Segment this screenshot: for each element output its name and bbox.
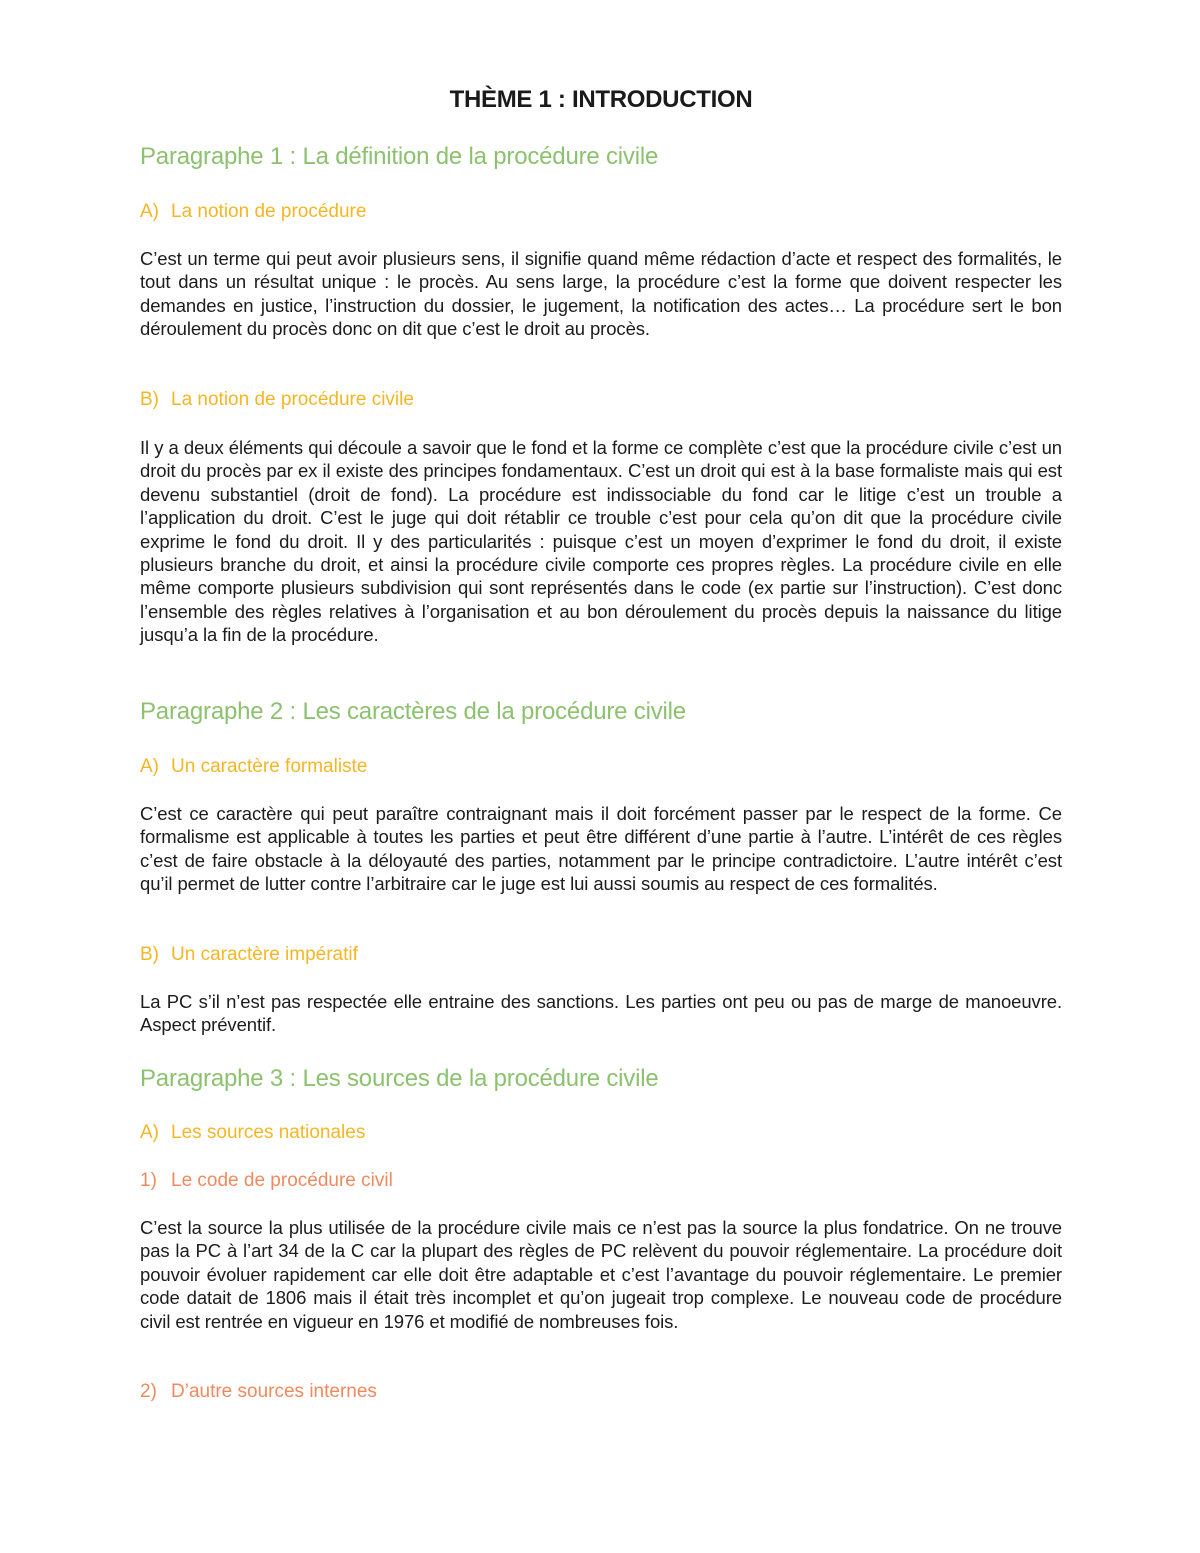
section-heading-2: Paragraphe 2 : Les caractères de la procédure civile bbox=[140, 698, 686, 725]
subsection-heading-1b bbox=[140, 389, 414, 411]
item-title: D’autre sources internes bbox=[171, 1381, 377, 1402]
item-label: 1) bbox=[140, 1170, 157, 1191]
subsection-title: La notion de procédure civile bbox=[171, 389, 414, 410]
item-title: Le code de procédure civil bbox=[171, 1170, 393, 1191]
subsection-heading-2a bbox=[140, 756, 367, 778]
subsection-title: Un caractère impératif bbox=[171, 944, 358, 965]
item-label: 2) bbox=[140, 1381, 157, 1402]
subsection-title: Les sources nationales bbox=[171, 1122, 366, 1143]
subsection-title: La notion de procédure bbox=[171, 201, 367, 222]
body-paragraph-2b: La PC s’il n’est pas respectée elle entraine des sanctions. Les parties ont peu ou pas de marge de manoeuvre. Aspect préventif. bbox=[140, 991, 1062, 1036]
subsection-heading-3a bbox=[140, 1122, 365, 1144]
subsection-label: B) bbox=[140, 944, 159, 965]
subsection-label: B) bbox=[140, 389, 159, 410]
subsection-label: A) bbox=[140, 756, 159, 777]
document-title: THÈME 1 : INTRODUCTION bbox=[449, 86, 753, 113]
item-heading-2 bbox=[140, 1381, 377, 1403]
subsection-label: A) bbox=[140, 201, 159, 222]
section-heading-3: Paragraphe 3 : Les sources de la procédure civile bbox=[140, 1065, 659, 1092]
subsection-title: Un caractère formaliste bbox=[171, 756, 368, 777]
body-paragraph-1a: C’est un terme qui peut avoir plusieurs sens, il signifie quand même rédaction d’acte et respect des formalités, le tout dans un résultat unique : le procès. Au sens large, la procédure c’est la forme que doivent respecter les demandes en justice, l’instruction du dossier, le jugement, la notification des actes… La procédure sert le bon déroulement du procès donc on dit que c’est le droit au procès. bbox=[140, 248, 1062, 340]
subsection-heading-2b bbox=[140, 944, 358, 966]
body-paragraph-3a1: C’est la source la plus utilisée de la procédure civile mais ce n’est pas la source la plus fondatrice. On ne trouve pas la PC à l’art 34 de la C car la plupart des règles de PC relèvent du pouvoir réglementaire. La procédure doit pouvoir évoluer rapidement car elle doit être adaptable et c’est l’avantage du pouvoir réglementaire. Le premier code datait de 1806 mais il était très incomplet et qu’on jugeait trop complexe. Le nouveau code de procédure civil est rentrée en vigueur en 1976 et modifié de nombreuses fois. bbox=[140, 1217, 1062, 1332]
body-paragraph-2a: C’est ce caractère qui peut paraître contraignant mais il doit forcément passer par le respect de la forme. Ce formalisme est applicable à toutes les parties et peut être différent d’une partie à l’autre. L’intérêt de ces règles c’est de faire obstacle à la déloyauté des parties, notamment par le principe contradictoire. L’autre intérêt c’est qu’il permet de lutter contre l’arbitraire car le juge est lui aussi soumis au respect de ces formalités. bbox=[140, 803, 1062, 895]
item-heading-1 bbox=[140, 1170, 393, 1192]
body-paragraph-1b: Il y a deux éléments qui découle a savoir que le fond et la forme ce complète c’est que la procédure civile c’est un droit du procès par ex il existe des principes fondamentaux. C’est un droit qui est à la base formaliste mais qui est devenu substantiel (droit de fond). La procédure est indissociable du fond car le litige c’est un trouble a l’application du droit. C’est le juge qui doit rétablir ce trouble c’est pour cela qu’on dit que la procédure civile exprime le fond du droit. Il y des particularités : puisque c’est un moyen d’exprimer le fond du droit, il existe plusieurs branche du droit, et ainsi la procédure civile comporte ces propres règles. La procédure civile en elle même comporte plusieurs subdivision qui sont représentés dans le code (ex partie sur l’instruction). C’est donc l’ensemble des règles relatives à l’organisation et au bon déroulement du procès depuis la naissance du litige jusqu’a la fin de la procédure. bbox=[140, 437, 1062, 646]
subsection-label: A) bbox=[140, 1122, 159, 1143]
subsection-heading-1a bbox=[140, 201, 366, 223]
section-heading-1: Paragraphe 1 : La définition de la procédure civile bbox=[140, 143, 659, 170]
